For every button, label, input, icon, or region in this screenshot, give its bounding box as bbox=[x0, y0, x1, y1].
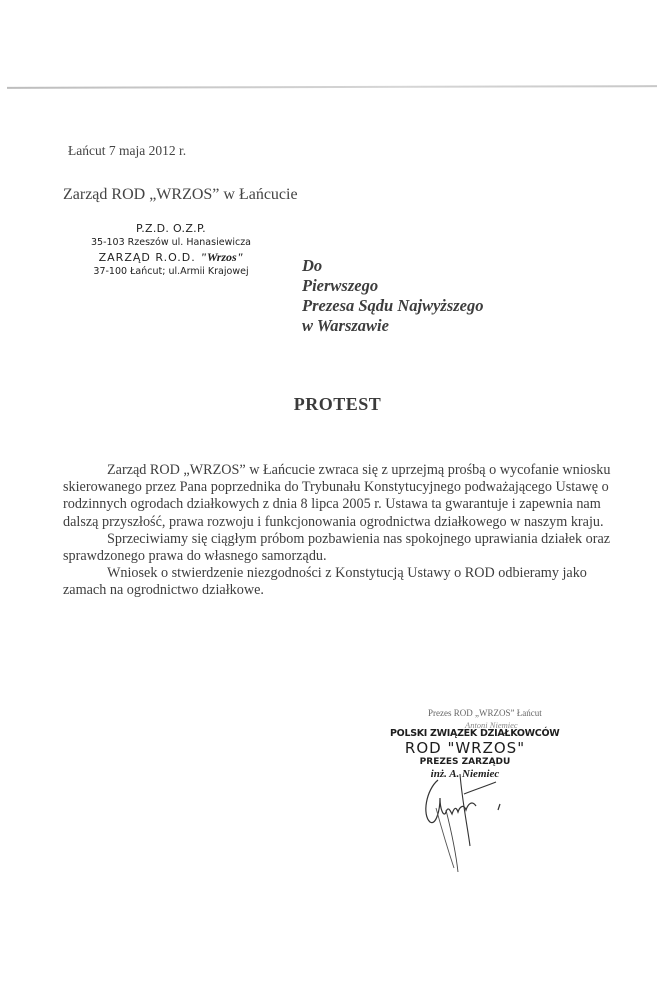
stamp-line-3-prefix: ZARZĄD R.O.D. bbox=[98, 251, 201, 264]
header-stamp bbox=[80, 222, 262, 279]
paragraph: Wniosek o stwierdzenie niezgodności z Konstytucją Ustawy o ROD odbieramy jako zamach na ogrodnictwo działkowe. bbox=[63, 565, 587, 599]
letter-body bbox=[63, 462, 623, 600]
stamp-line-3-name: "Wrzos" bbox=[200, 250, 244, 264]
document-title: PROTEST bbox=[293, 394, 382, 414]
stamp-line-1: P.Z.D. O.Z.P. bbox=[136, 222, 206, 235]
paragraph: Sprzeciwiamy się ciągłym próbom pozbawienia nas spokojnego uprawiania działek oraz sprawdzonego prawa do własnego samorządu. bbox=[63, 530, 611, 565]
recipient-block bbox=[302, 256, 484, 336]
signature-typed-name: Antoni Niemiec bbox=[465, 720, 518, 730]
recipient-line: Do bbox=[302, 256, 323, 275]
recipient-line: Prezesa Sądu Najwyższego bbox=[302, 296, 484, 315]
recipient-line: Pierwszego bbox=[302, 276, 379, 295]
header-rule bbox=[7, 85, 657, 89]
handwritten-signature-icon bbox=[416, 770, 526, 890]
paragraph: Zarząd ROD „WRZOS” w Łańcucie zwraca się z uprzejmą prośbą o wycofanie wniosku skierowanego przez Pana poprzednika do Trybunału Konstytucyjnego podważającego Ustawę o rodzinnych ogrodach działkowych z dnia 8 lipca 2005 r. Ustawa ta gwarantuje i zapewnia nam dalszą przyszłość, prawa rozwoju i funkcjonowania ogrodnictwa działkowego w naszym kraju. bbox=[63, 462, 611, 530]
signature-caption: Prezes ROD „WRZOS” Łańcut bbox=[428, 708, 542, 718]
signature-stamp-line-2: ROD "WRZOS" bbox=[404, 739, 526, 757]
signature-stamp-line-1: POLSKI ZWIĄZEK DZIAŁKOWCÓW bbox=[390, 728, 560, 739]
stamp-line-3 bbox=[80, 250, 262, 265]
date-line: Łańcut 7 maja 2012 r. bbox=[68, 143, 187, 158]
recipient-line: w Warszawie bbox=[302, 316, 389, 335]
sender-line: Zarząd ROD „WRZOS” w Łańcucie bbox=[63, 186, 298, 203]
signature-stamp-line-4: inż. A. Niemiec bbox=[430, 768, 500, 780]
signature-stamp-line-3: PREZES ZARZĄDU bbox=[419, 757, 511, 767]
stamp-line-4: 37-100 Łańcut; ul.Armii Krajowej bbox=[93, 266, 249, 277]
stamp-line-2: 35-103 Rzeszów ul. Hanasiewicza bbox=[90, 237, 252, 248]
